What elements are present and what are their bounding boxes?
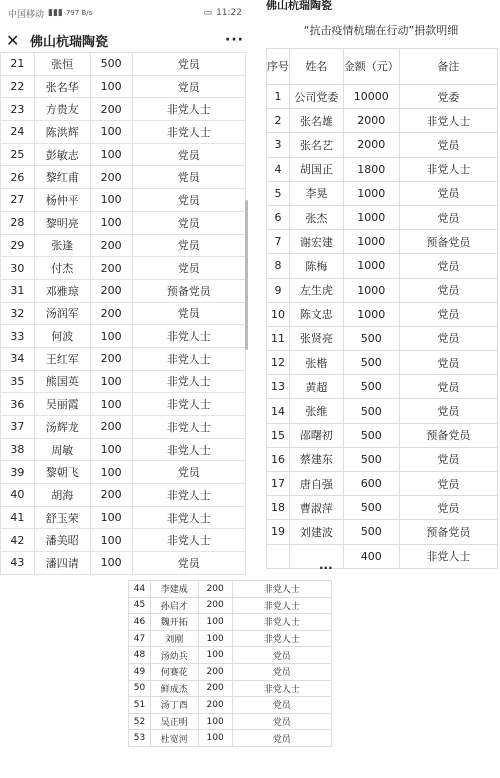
cell-name: 吴丽霞: [34, 393, 90, 416]
cell-index: 8: [267, 254, 290, 278]
cell-amount: 100: [90, 143, 132, 166]
cell-amount: 500: [343, 399, 399, 423]
cell-note: 非党人士: [399, 109, 497, 133]
cell-amount: 200: [198, 663, 232, 680]
cell-note: 党员: [232, 647, 331, 664]
table-row: [129, 680, 332, 697]
cell-name: 胡国正: [290, 157, 344, 181]
cell-note: 非党人士: [132, 506, 245, 529]
table-row: [129, 663, 332, 680]
cell-name: 蔡建东: [290, 447, 344, 471]
cell-index: 18: [267, 496, 290, 520]
cell-name: 张逢: [34, 234, 90, 257]
cell-note: 党员: [132, 552, 245, 575]
cell-amount: 200: [90, 98, 132, 121]
cell-index: 15: [267, 423, 290, 447]
cell-index: 30: [1, 257, 35, 280]
cell-amount: 2000: [343, 109, 399, 133]
cell-amount: 100: [90, 211, 132, 234]
cell-note: 非党人士: [132, 438, 245, 461]
cell-index: 44: [129, 581, 151, 598]
table-row: [129, 581, 332, 598]
table-row: [267, 520, 498, 544]
cell-amount: 100: [90, 461, 132, 484]
cell-amount: 400: [343, 544, 399, 568]
cell-note: 非党人士: [232, 614, 331, 631]
cell-name: 周敏: [34, 438, 90, 461]
cell-name: 黄超: [290, 375, 344, 399]
cell-index: 22: [1, 75, 35, 98]
app-title-bar: [0, 26, 250, 54]
cell-note: 预备党员: [399, 230, 497, 254]
cell-index: 28: [1, 211, 35, 234]
signal-icon: ▮▮▮: [48, 8, 63, 18]
table-header-row: [267, 49, 498, 85]
table-row: [267, 423, 498, 447]
cell-note: 党员: [132, 189, 245, 212]
table-row: [129, 697, 332, 714]
cell-index: 9: [267, 278, 290, 302]
table-row: [1, 143, 246, 166]
cell-name: 张名华: [34, 75, 90, 98]
cell-note: 党员: [232, 697, 331, 714]
cell-name: 吴正明: [150, 713, 198, 730]
table-row: [267, 133, 498, 157]
donation-table-bottom: [128, 580, 332, 747]
table-row: [1, 461, 246, 484]
cell-name: 张贤亮: [290, 326, 344, 350]
cell-note: 非党人士: [132, 370, 245, 393]
cell-index: 12: [267, 351, 290, 375]
cell-name: 汤润军: [34, 302, 90, 325]
cell-amount: 1000: [343, 181, 399, 205]
cell-index: 46: [129, 614, 151, 631]
table-row: [1, 211, 246, 234]
cell-index: 27: [1, 189, 35, 212]
cell-amount: 100: [90, 121, 132, 144]
cell-note: 党员: [132, 211, 245, 234]
cell-amount: 100: [90, 189, 132, 212]
cell-amount: 500: [343, 375, 399, 399]
cell-name: 汤幼兵: [150, 647, 198, 664]
cell-amount: 200: [90, 484, 132, 507]
cell-amount: 200: [198, 697, 232, 714]
cell-note: 党委: [399, 85, 497, 109]
cell-amount: 200: [90, 302, 132, 325]
table-row: [1, 393, 246, 416]
cell-amount: 100: [90, 325, 132, 348]
carrier-label: 中国移动: [8, 9, 45, 20]
table-row: [1, 484, 246, 507]
column-header-note: 备注: [399, 49, 497, 85]
table-row: [1, 234, 246, 257]
cell-amount: 100: [198, 730, 232, 747]
table-row: [1, 552, 246, 575]
cell-note: 非党人士: [132, 529, 245, 552]
cell-name: [290, 544, 344, 568]
cell-name: 孙启才: [150, 597, 198, 614]
table-row: [1, 506, 246, 529]
cell-name: 汤丁酉: [150, 697, 198, 714]
cell-name: 胡海: [34, 484, 90, 507]
cell-name: 舒玉荣: [34, 506, 90, 529]
cell-amount: 500: [90, 53, 132, 76]
cell-amount: 100: [198, 713, 232, 730]
left-screenshot: [0, 0, 250, 578]
network-speed: 797 B/s: [65, 9, 93, 17]
cell-amount: 100: [90, 506, 132, 529]
table-row: [129, 630, 332, 647]
donation-table-right: [266, 48, 498, 569]
table-row: [267, 326, 498, 350]
cell-amount: 500: [343, 447, 399, 471]
app-title: 佛山杭瑞陶瓷: [266, 0, 332, 10]
table-row: [129, 614, 332, 631]
bottom-screenshot: [128, 580, 336, 778]
cell-index: 6: [267, 205, 290, 229]
cell-note: 非党人士: [132, 121, 245, 144]
cell-index: 17: [267, 472, 290, 496]
cell-name: 方贵友: [34, 98, 90, 121]
cell-index: 31: [1, 279, 35, 302]
cell-index: 37: [1, 416, 35, 439]
cell-amount: 1000: [343, 230, 399, 254]
cell-amount: 100: [90, 75, 132, 98]
cell-amount: 1800: [343, 157, 399, 181]
cell-note: 非党人士: [132, 393, 245, 416]
cell-note: 党员: [132, 461, 245, 484]
cell-note: 党员: [132, 257, 245, 280]
cell-index: 25: [1, 143, 35, 166]
cell-name: 汤辉龙: [34, 416, 90, 439]
cell-note: 党员: [399, 205, 497, 229]
cell-name: 潘美昭: [34, 529, 90, 552]
cell-name: 李建成: [150, 581, 198, 598]
cell-name: 张名雄: [290, 109, 344, 133]
cell-index: 35: [1, 370, 35, 393]
table-row: [1, 370, 246, 393]
cell-amount: 200: [90, 347, 132, 370]
cell-index: 38: [1, 438, 35, 461]
cell-index: 48: [129, 647, 151, 664]
clock: 11:22: [216, 8, 242, 18]
donation-table-left: [0, 52, 246, 575]
cell-amount: 500: [343, 423, 399, 447]
cell-index: 41: [1, 506, 35, 529]
cell-note: 党员: [399, 278, 497, 302]
table-row: [129, 597, 332, 614]
cell-note: 党员: [132, 143, 245, 166]
cell-index: 21: [1, 53, 35, 76]
table-row: [267, 351, 498, 375]
cell-index: 42: [1, 529, 35, 552]
cell-name: 陈洪辉: [34, 121, 90, 144]
table-row: [267, 447, 498, 471]
cell-index: 40: [1, 484, 35, 507]
cell-amount: 100: [90, 370, 132, 393]
cell-name: 左生虎: [290, 278, 344, 302]
cell-name: 彭敏志: [34, 143, 90, 166]
cell-name: 张维: [290, 399, 344, 423]
table-row: [267, 157, 498, 181]
table-row: [1, 416, 246, 439]
cell-note: 党员: [132, 53, 245, 76]
cell-index: 14: [267, 399, 290, 423]
cell-index: 49: [129, 663, 151, 680]
cell-index: 3: [267, 133, 290, 157]
more-options-icon[interactable]: ···: [225, 32, 244, 48]
cell-index: 52: [129, 713, 151, 730]
cell-note: 预备党员: [399, 423, 497, 447]
cell-amount: 100: [198, 630, 232, 647]
cell-index: 33: [1, 325, 35, 348]
table-row: [1, 166, 246, 189]
cell-amount: 100: [198, 614, 232, 631]
cell-name: 刘建波: [290, 520, 344, 544]
table-row: [1, 529, 246, 552]
cell-name: 曹淑萍: [290, 496, 344, 520]
cell-index: 11: [267, 326, 290, 350]
cell-note: 预备党员: [132, 279, 245, 302]
cell-note: 非党人士: [399, 544, 497, 568]
cell-index: 39: [1, 461, 35, 484]
app-title: 佛山杭瑞陶瓷: [30, 34, 109, 50]
table-row: [267, 375, 498, 399]
cell-amount: 500: [343, 520, 399, 544]
cell-index: 47: [129, 630, 151, 647]
close-icon[interactable]: ✕: [6, 30, 20, 50]
cell-index: 43: [1, 552, 35, 575]
cell-note: 非党人士: [132, 347, 245, 370]
cell-name: 杜宽河: [150, 730, 198, 747]
cell-index: 26: [1, 166, 35, 189]
table-row: [267, 109, 498, 133]
table-row: [129, 730, 332, 747]
cell-note: 党员: [399, 375, 497, 399]
cell-index: 36: [1, 393, 35, 416]
cell-name: 黎明亮: [34, 211, 90, 234]
cell-name: 张名艺: [290, 133, 344, 157]
table-caption: “抗击疫情杭瑞在行动”捐款明细: [303, 24, 459, 37]
table-row: [1, 279, 246, 302]
cell-note: 非党人士: [232, 680, 331, 697]
cell-index: 50: [129, 680, 151, 697]
cell-name: 邵曙初: [290, 423, 344, 447]
cell-name: 刘刚: [150, 630, 198, 647]
cell-amount: 100: [90, 393, 132, 416]
cell-amount: 200: [198, 581, 232, 598]
table-row: [1, 189, 246, 212]
table-row: [267, 254, 498, 278]
cell-name: 何赛花: [150, 663, 198, 680]
table-row: [1, 121, 246, 144]
cell-note: 非党人士: [132, 98, 245, 121]
cell-index: 7: [267, 230, 290, 254]
cell-index: 45: [129, 597, 151, 614]
cell-note: 党员: [399, 254, 497, 278]
cell-note: 非党人士: [232, 630, 331, 647]
cell-amount: 600: [343, 472, 399, 496]
right-screenshot: [262, 0, 500, 578]
cell-index: 4: [267, 157, 290, 181]
cell-note: 党员: [399, 447, 497, 471]
cell-index: 24: [1, 121, 35, 144]
cell-index: 19: [267, 520, 290, 544]
scrollbar[interactable]: [245, 200, 248, 350]
cell-name: 公司党委: [290, 85, 344, 109]
table-row: [267, 399, 498, 423]
cell-note: 非党人士: [132, 484, 245, 507]
cell-amount: 200: [90, 279, 132, 302]
cell-index: 10: [267, 302, 290, 326]
cell-amount: 200: [90, 416, 132, 439]
column-header-index: 序号: [267, 49, 290, 85]
cell-index: 29: [1, 234, 35, 257]
cell-note: 党员: [232, 730, 331, 747]
cell-name: 邓雅琼: [34, 279, 90, 302]
table-row: [267, 205, 498, 229]
cell-index: 2: [267, 109, 290, 133]
cell-note: 党员: [399, 399, 497, 423]
cell-index: [267, 544, 290, 568]
cell-name: 黎朝飞: [34, 461, 90, 484]
table-row: [1, 53, 246, 76]
table-row: [267, 181, 498, 205]
ellipsis-indicator: ...: [319, 558, 333, 572]
cell-name: 何波: [34, 325, 90, 348]
cell-amount: 1000: [343, 278, 399, 302]
cell-note: 非党人士: [232, 597, 331, 614]
table-row: [267, 85, 498, 109]
cell-name: 张杰: [290, 205, 344, 229]
cell-amount: 200: [90, 166, 132, 189]
cell-note: 党员: [232, 663, 331, 680]
cell-name: 鲜成杰: [150, 680, 198, 697]
table-row: [267, 472, 498, 496]
cell-name: 陈文忠: [290, 302, 344, 326]
cell-note: 党员: [132, 75, 245, 98]
column-header-name: 姓名: [290, 49, 344, 85]
cell-amount: 10000: [343, 85, 399, 109]
cell-note: 党员: [399, 472, 497, 496]
table-row: [1, 257, 246, 280]
cell-index: 1: [267, 85, 290, 109]
cell-note: 党员: [399, 181, 497, 205]
cell-amount: 500: [343, 496, 399, 520]
cell-name: 杨仲平: [34, 189, 90, 212]
cell-amount: 2000: [343, 133, 399, 157]
cell-amount: 100: [90, 438, 132, 461]
table-row: [129, 713, 332, 730]
cell-name: 潘四请: [34, 552, 90, 575]
cell-name: 张恒: [34, 53, 90, 76]
cropped-header: [262, 0, 500, 10]
cell-amount: 1000: [343, 254, 399, 278]
status-bar: [0, 0, 250, 26]
cell-amount: 200: [90, 257, 132, 280]
cell-note: 党员: [399, 302, 497, 326]
cell-note: 非党人士: [132, 416, 245, 439]
cell-note: 党员: [399, 496, 497, 520]
cell-note: 非党人士: [132, 325, 245, 348]
table-row: [267, 544, 498, 568]
cell-index: 53: [129, 730, 151, 747]
cell-note: 党员: [132, 234, 245, 257]
cell-amount: 1000: [343, 302, 399, 326]
cell-index: 13: [267, 375, 290, 399]
cell-note: 非党人士: [399, 157, 497, 181]
cell-name: 谢宏建: [290, 230, 344, 254]
cell-index: 32: [1, 302, 35, 325]
cell-name: 唐自强: [290, 472, 344, 496]
cell-note: 党员: [132, 302, 245, 325]
cell-note: 预备党员: [399, 520, 497, 544]
table-row: [267, 278, 498, 302]
cell-amount: 200: [90, 234, 132, 257]
cell-name: 黎红甫: [34, 166, 90, 189]
cell-amount: 100: [90, 552, 132, 575]
cell-name: 陈梅: [290, 254, 344, 278]
cell-amount: 500: [343, 326, 399, 350]
cell-amount: 200: [198, 680, 232, 697]
table-row: [267, 302, 498, 326]
table-row: [1, 438, 246, 461]
table-row: [267, 496, 498, 520]
cell-name: 李晃: [290, 181, 344, 205]
cell-index: 34: [1, 347, 35, 370]
cell-amount: 1000: [343, 205, 399, 229]
cell-index: 5: [267, 181, 290, 205]
cell-note: 非党人士: [232, 581, 331, 598]
battery-icon: ▭: [203, 8, 213, 18]
table-row: [129, 647, 332, 664]
cell-name: 付杰: [34, 257, 90, 280]
cell-amount: 200: [198, 597, 232, 614]
cell-amount: 500: [343, 351, 399, 375]
cell-name: 王红军: [34, 347, 90, 370]
table-row: [1, 302, 246, 325]
cell-note: 党员: [232, 713, 331, 730]
table-row: [267, 230, 498, 254]
cell-note: 党员: [399, 133, 497, 157]
cell-name: 张楷: [290, 351, 344, 375]
cell-index: 23: [1, 98, 35, 121]
cell-name: 魏开拓: [150, 614, 198, 631]
cell-note: 党员: [132, 166, 245, 189]
cell-amount: 100: [90, 529, 132, 552]
table-row: [1, 325, 246, 348]
table-row: [1, 98, 246, 121]
cell-note: 党员: [399, 326, 497, 350]
cell-index: 16: [267, 447, 290, 471]
cell-amount: 100: [198, 647, 232, 664]
cell-index: 51: [129, 697, 151, 714]
cell-name: 熊国英: [34, 370, 90, 393]
table-row: [1, 75, 246, 98]
column-header-amount: 金额（元）: [343, 49, 399, 85]
cell-note: 党员: [399, 351, 497, 375]
table-row: [1, 347, 246, 370]
